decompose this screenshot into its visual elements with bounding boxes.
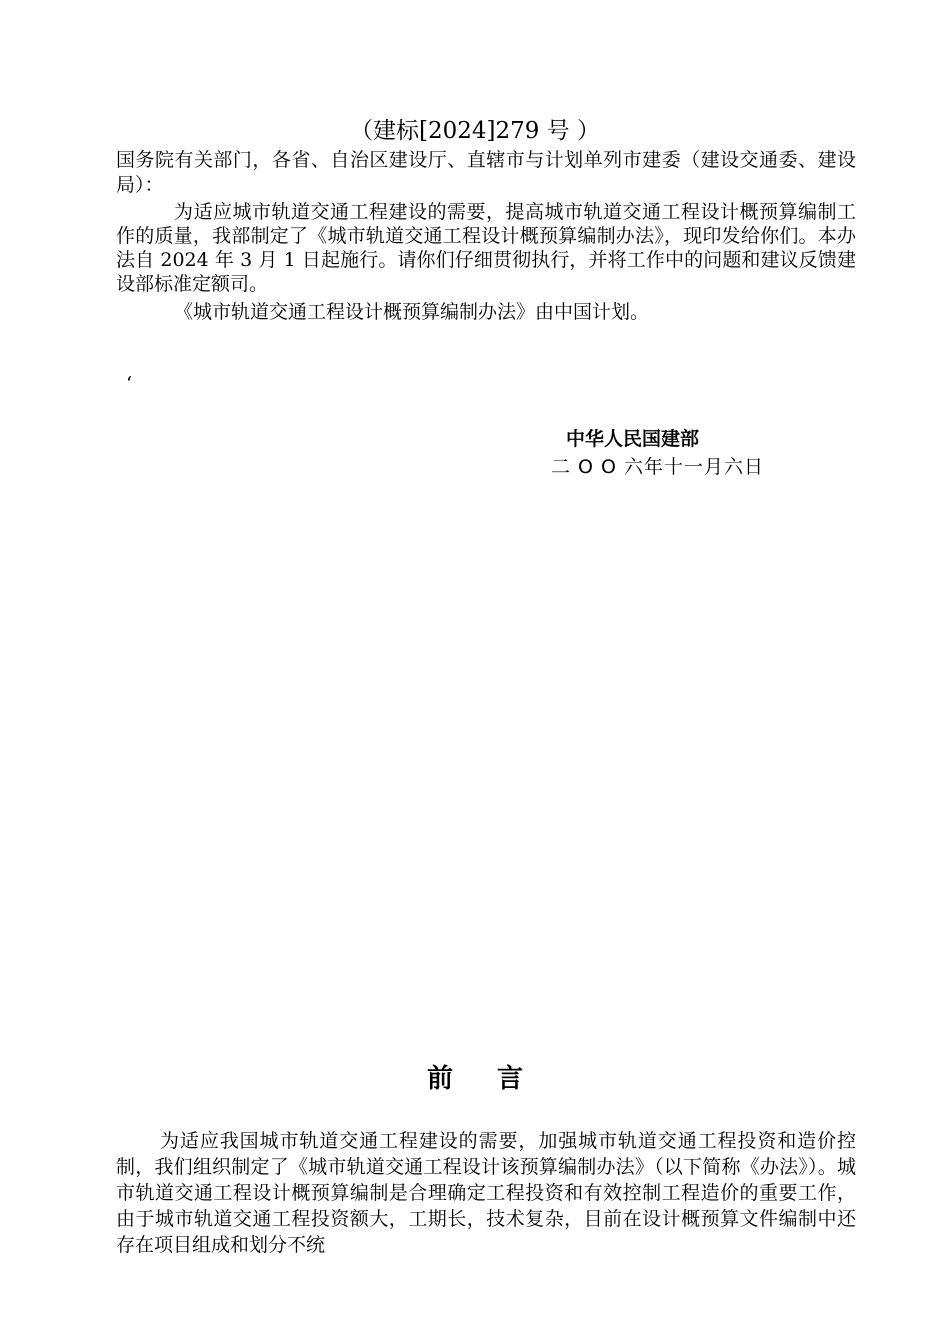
signer-name: 中华人民国建部: [566, 428, 700, 450]
document-number: （建标[2024]279 号 ）: [349, 118, 600, 144]
addressee-line: 国务院有关部门，各省、自治区建设厅、直辖市与计划单列市建委（建设交通委、建设局）：: [116, 149, 856, 196]
signature-date: 二 O O 六年十一月六日: [551, 456, 765, 478]
preface-title: 前言: [426, 1064, 567, 1094]
notice-paragraph-2: 《城市轨道交通工程设计概预算编制办法》由中国计划。: [174, 301, 650, 323]
preface-paragraph: 为适应我国城市轨道交通工程建设的需要，加强城市轨道交通工程投资和造价控制，我们组织制定了《城市轨道交通工程设计该预算编制办法》（以下简称《办法》）。城市轨道交通工程设计概预算编制是合理确定工程投资和有效控制工程造价的重要工作，由于城市轨道交通工程投资额大，工期长，技术复杂，目前在设计概预算文件编制中还存在项目组成和划分不统: [116, 1130, 856, 1256]
stray-quote-mark: ‘: [126, 373, 133, 395]
notice-paragraph-1: 为适应城市轨道交通工程建设的需要，提高城市轨道交通工程设计概预算编制工作的质量，我部制定了《城市轨道交通工程设计概预算编制办法》，现印发给你们。本办法自 2024 年 3 月 1 日起施行。请你们仔细贯彻执行，并将工作中的问题和建议反馈建设部标准定额司。: [116, 201, 856, 295]
